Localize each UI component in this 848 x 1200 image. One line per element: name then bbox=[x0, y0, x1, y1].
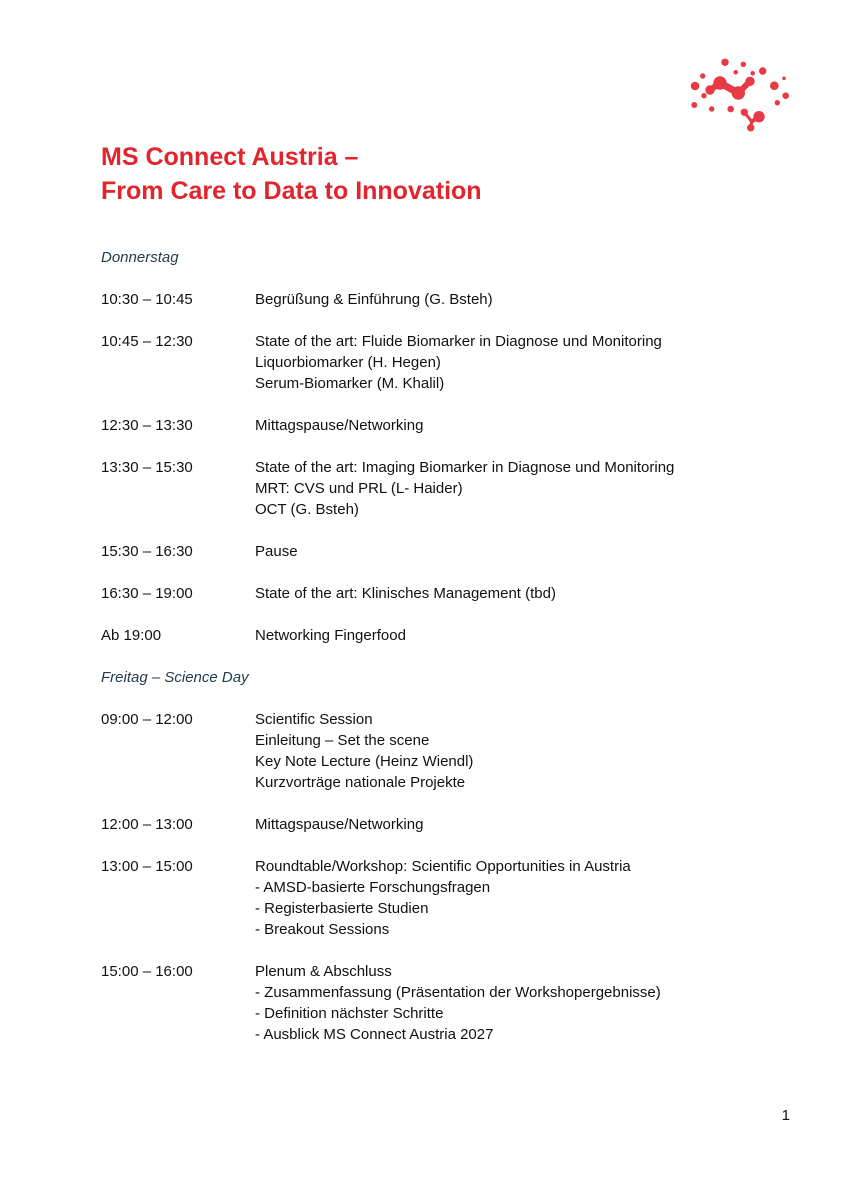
schedule-row bbox=[101, 625, 808, 646]
time-range: 12:30 – 13:30 bbox=[101, 417, 193, 434]
session-description bbox=[255, 709, 808, 793]
session-description bbox=[255, 961, 808, 1045]
session-line: - Ausblick MS Connect Austria 2027 bbox=[255, 1026, 494, 1043]
session-line: State of the art: Fluide Biomarker in Diagnose und Monitoring bbox=[255, 333, 662, 350]
schedule-row bbox=[101, 331, 808, 394]
document-title bbox=[101, 140, 482, 208]
session-description bbox=[255, 856, 808, 940]
session-description bbox=[255, 625, 808, 646]
session-line: - Zusammenfassung (Präsentation der Workshopergebnisse) bbox=[255, 984, 661, 1001]
schedule-row bbox=[101, 961, 808, 1045]
session-line: Networking Fingerfood bbox=[255, 627, 406, 644]
page-number: 1 bbox=[781, 1107, 790, 1124]
time-range: 15:00 – 16:00 bbox=[101, 963, 193, 980]
schedule-row bbox=[101, 709, 808, 793]
session-line: Einleitung – Set the scene bbox=[255, 732, 430, 749]
session-description bbox=[255, 331, 808, 394]
session-line: Scientific Session bbox=[255, 711, 373, 728]
time-range: 13:00 – 15:00 bbox=[101, 858, 193, 875]
title-line-2: From Care to Data to Innovation bbox=[101, 177, 482, 205]
session-line: Pause bbox=[255, 543, 298, 560]
time-range: 12:00 – 13:00 bbox=[101, 816, 193, 833]
schedule-row bbox=[101, 541, 808, 562]
session-line: OCT (G. Bsteh) bbox=[255, 501, 359, 518]
time-range: 10:30 – 10:45 bbox=[101, 291, 193, 308]
session-line: Liquorbiomarker (H. Hegen) bbox=[255, 354, 441, 371]
time-range: 13:30 – 15:30 bbox=[101, 459, 193, 476]
session-line: Serum-Biomarker (M. Khalil) bbox=[255, 375, 445, 392]
session-description bbox=[255, 541, 808, 562]
schedule-row bbox=[101, 814, 808, 835]
session-line: State of the art: Imaging Biomarker in Diagnose und Monitoring bbox=[255, 459, 675, 476]
title-line-1: MS Connect Austria – bbox=[101, 143, 359, 171]
session-line: Kurzvorträge nationale Projekte bbox=[255, 774, 466, 791]
schedule-row bbox=[101, 457, 808, 520]
session-line: Mittagspause/Networking bbox=[255, 417, 424, 434]
time-range: 09:00 – 12:00 bbox=[101, 711, 193, 728]
time-range: 16:30 – 19:00 bbox=[101, 585, 193, 602]
schedule-row bbox=[101, 415, 808, 436]
session-line: - Breakout Sessions bbox=[255, 921, 390, 938]
session-description bbox=[255, 457, 808, 520]
session-line: Mittagspause/Networking bbox=[255, 816, 424, 833]
session-description bbox=[255, 289, 808, 310]
session-description bbox=[255, 415, 808, 436]
session-line: Plenum & Abschluss bbox=[255, 963, 392, 980]
section-heading-donnerstag: Donnerstag bbox=[101, 249, 179, 266]
session-line: Key Note Lecture (Heinz Wiendl) bbox=[255, 753, 474, 770]
time-range: Ab 19:00 bbox=[101, 627, 162, 644]
time-range: 10:45 – 12:30 bbox=[101, 333, 193, 350]
brain-network-icon bbox=[690, 55, 820, 140]
session-description bbox=[255, 583, 808, 604]
ms-connect-logo bbox=[690, 55, 820, 140]
time-range: 15:30 – 16:30 bbox=[101, 543, 193, 560]
session-line: Begrüßung & Einführung (G. Bsteh) bbox=[255, 291, 493, 308]
session-line: - AMSD-basierte Forschungsfragen bbox=[255, 879, 491, 896]
session-line: MRT: CVS und PRL (L- Haider) bbox=[255, 480, 463, 497]
schedule-row bbox=[101, 856, 808, 940]
session-line: - Definition nächster Schritte bbox=[255, 1005, 444, 1022]
schedule-row bbox=[101, 583, 808, 604]
session-description bbox=[255, 814, 808, 835]
session-line: Roundtable/Workshop: Scientific Opportunities in Austria bbox=[255, 858, 631, 875]
session-line: - Registerbasierte Studien bbox=[255, 900, 429, 917]
schedule bbox=[101, 247, 808, 1066]
session-line: State of the art: Klinisches Management (tbd) bbox=[255, 585, 556, 602]
schedule-row bbox=[101, 289, 808, 310]
section-heading-freitag: Freitag – Science Day bbox=[101, 669, 249, 686]
